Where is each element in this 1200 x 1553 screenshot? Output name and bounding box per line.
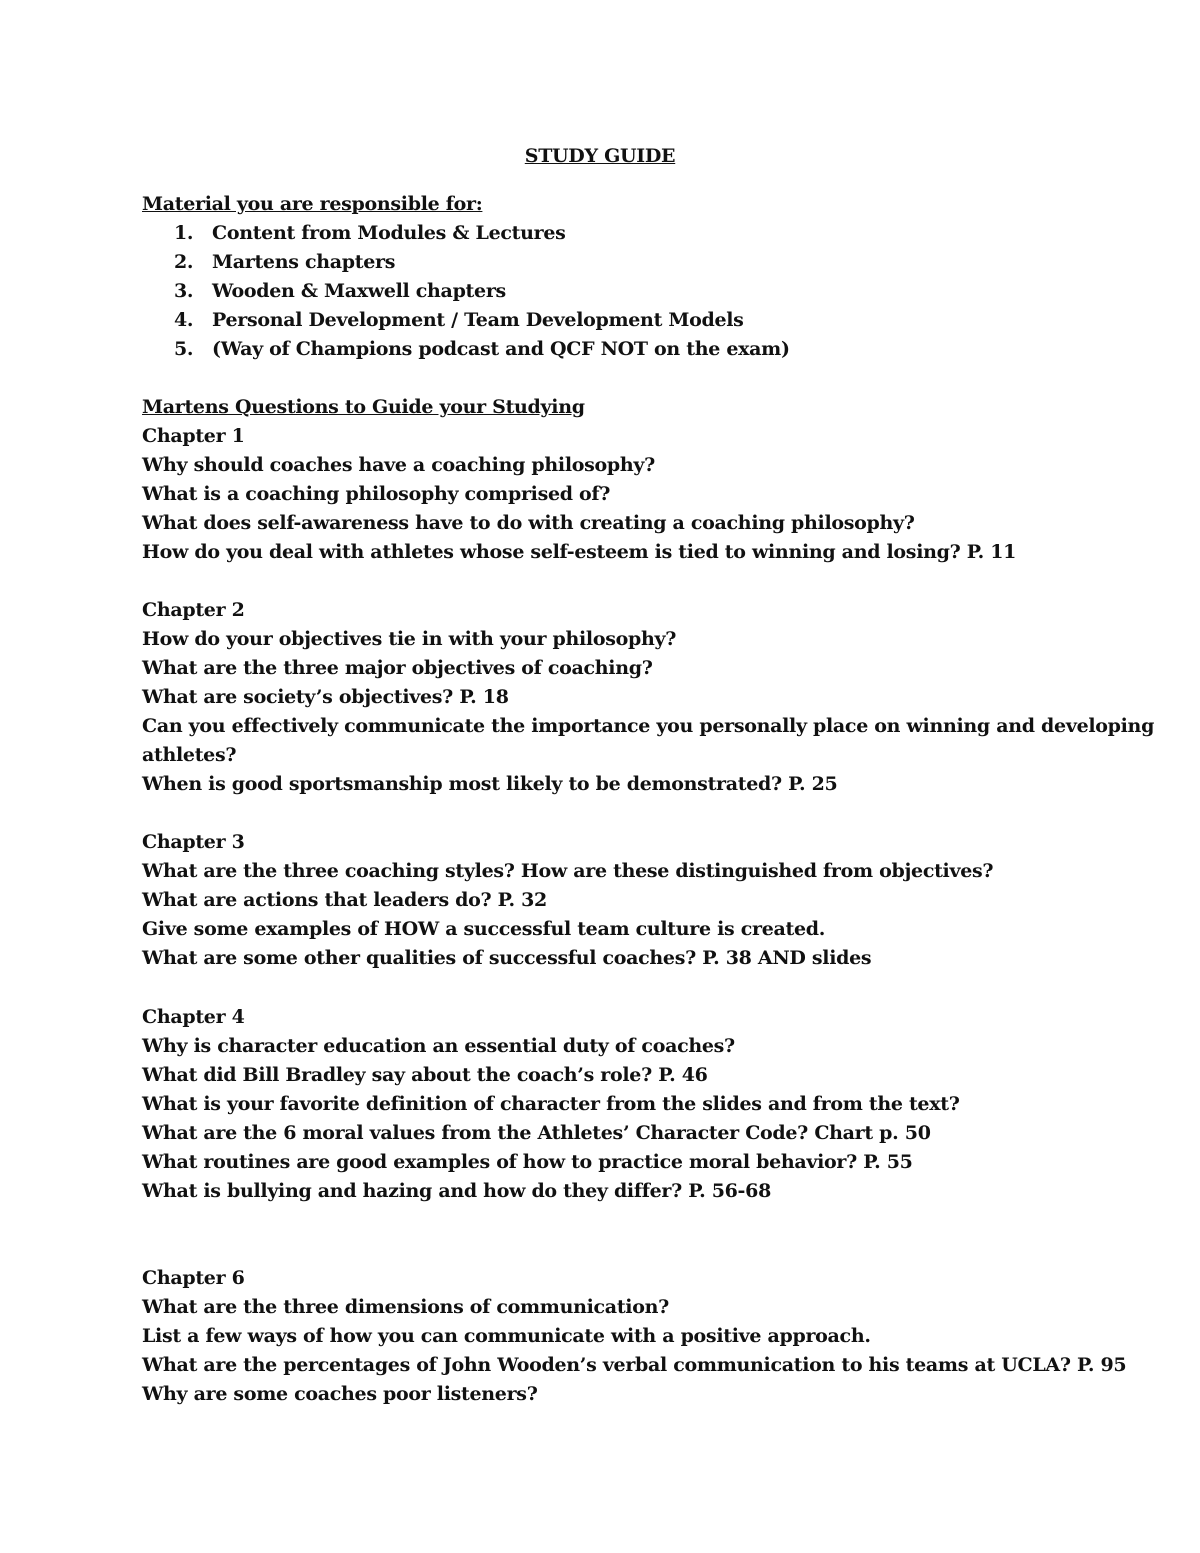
material-heading: Material you are responsible for: <box>142 193 483 215</box>
martens-heading: Martens Questions to Guide your Studying <box>142 396 585 418</box>
list-item-number: 5. <box>174 338 194 360</box>
list-item-number: 2. <box>174 251 194 273</box>
question: Can you effectively communicate the importance you personally place on winning and developing <box>142 715 1155 737</box>
question: What are society’s objectives? P. 18 <box>142 686 509 708</box>
question: What are actions that leaders do? P. 32 <box>142 889 547 911</box>
page-title: STUDY GUIDE <box>524 145 676 167</box>
question: What are the three major objectives of coaching? <box>142 657 653 679</box>
question: What is your favorite definition of character from the slides and from the text? <box>142 1093 960 1115</box>
question: How do your objectives tie in with your philosophy? <box>142 628 677 650</box>
list-item-number: 1. <box>174 222 194 244</box>
chapter-title: Chapter 3 <box>142 831 245 853</box>
list-item-number: 4. <box>174 309 194 331</box>
question: What did Bill Bradley say about the coach’s role? P. 46 <box>142 1064 708 1086</box>
list-item-text: Content from Modules & Lectures <box>212 222 566 244</box>
question: What are some other qualities of successful coaches? P. 38 AND slides <box>142 947 872 969</box>
question: What is bullying and hazing and how do they differ? P. 56-68 <box>142 1180 771 1202</box>
chapter-title: Chapter 1 <box>142 425 245 447</box>
question: What routines are good examples of how to practice moral behavior? P. 55 <box>142 1151 913 1173</box>
question: What are the percentages of John Wooden’s verbal communication to his teams at UCLA? P. 95 <box>142 1354 1127 1376</box>
question: Why should coaches have a coaching philosophy? <box>142 454 655 476</box>
list-item-text: Martens chapters <box>212 251 396 273</box>
list-item-text: (Way of Champions podcast and QCF NOT on the exam) <box>212 338 790 360</box>
chapter-title: Chapter 6 <box>142 1267 245 1289</box>
question: What are the three dimensions of communication? <box>142 1296 669 1318</box>
question: List a few ways of how you can communicate with a positive approach. <box>142 1325 871 1347</box>
list-item-text: Wooden & Maxwell chapters <box>212 280 506 302</box>
list-item-text: Personal Development / Team Development Models <box>212 309 744 331</box>
question: Give some examples of HOW a successful team culture is created. <box>142 918 826 940</box>
list-item-number: 3. <box>174 280 194 302</box>
question: What does self-awareness have to do with creating a coaching philosophy? <box>142 512 915 534</box>
chapter-title: Chapter 4 <box>142 1006 245 1028</box>
chapter-title: Chapter 2 <box>142 599 245 621</box>
question: Why is character education an essential duty of coaches? <box>142 1035 735 1057</box>
question: When is good sportsmanship most likely to be demonstrated? P. 25 <box>142 773 838 795</box>
question: What is a coaching philosophy comprised of? <box>142 483 611 505</box>
question: athletes? <box>142 744 237 766</box>
question: Why are some coaches poor listeners? <box>142 1383 538 1405</box>
question: What are the three coaching styles? How are these distinguished from objectives? <box>142 860 994 882</box>
question: What are the 6 moral values from the Athletes’ Character Code? Chart p. 50 <box>142 1122 931 1144</box>
question: How do you deal with athletes whose self-esteem is tied to winning and losing? P. 11 <box>142 541 1017 563</box>
